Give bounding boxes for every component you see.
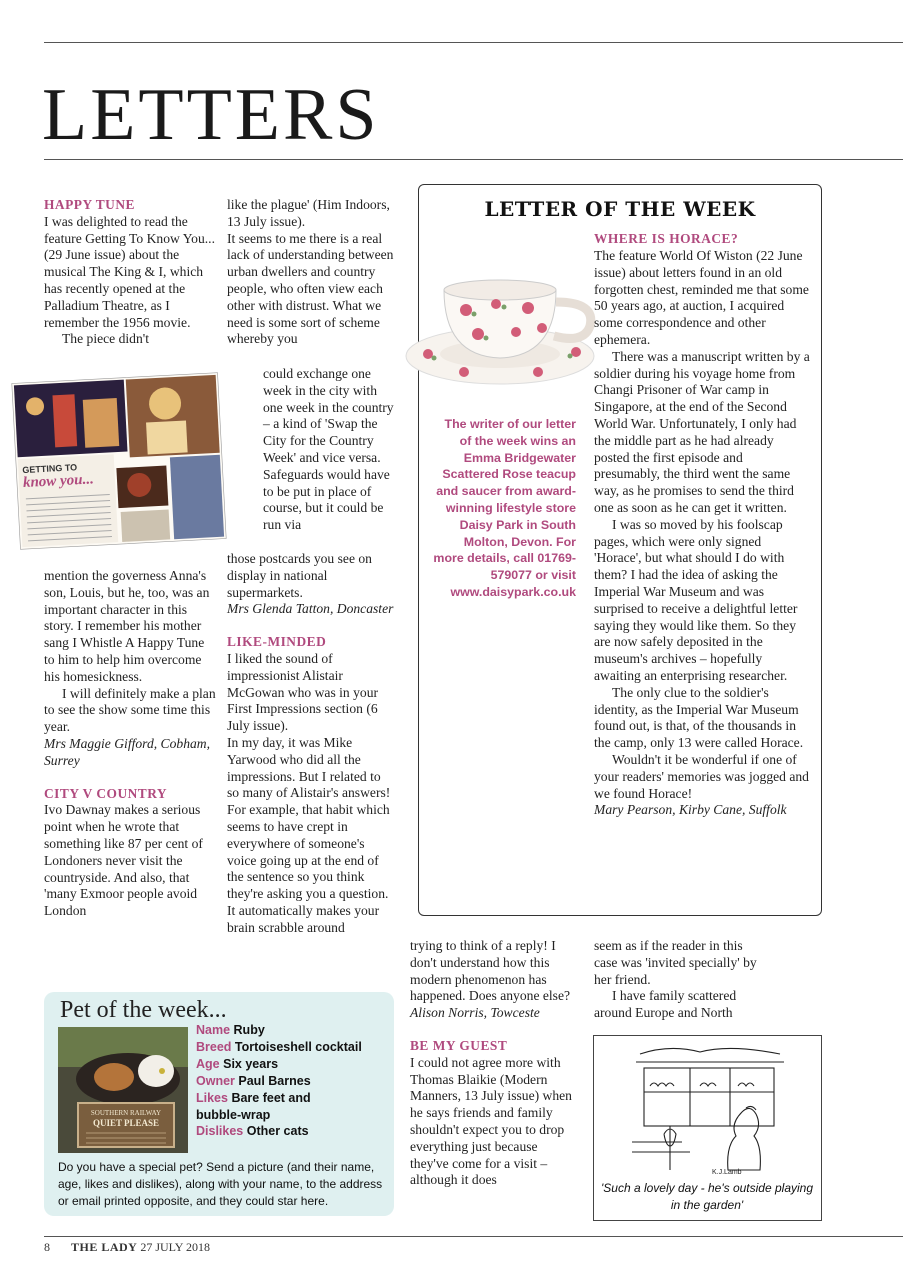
pet-field-likes: Likes Bare feet and bubble-wrap [196, 1090, 311, 1122]
issue-date: 27 JULY 2018 [140, 1240, 211, 1254]
cat-photo [58, 1027, 188, 1153]
cartoon-caption: 'Such a lovely day - he's outside playing in the garden' [600, 1181, 814, 1212]
letter-heading: LIKE-MINDED [227, 634, 327, 650]
letter-of-the-week-title: LETTER OF THE WEEK [484, 197, 756, 221]
letter-heading: WHERE IS HORACE? [594, 231, 739, 246]
letter-city-country-wrap [263, 366, 395, 534]
letter-body: Ivo Dawnay makes a serious point when he wrote that something like 87 per cent of Londoners never visit the countryside. And also, that 'many Exmoor people avoid London [44, 802, 203, 919]
letter-happy-tune [44, 197, 216, 348]
pet-details [196, 1022, 386, 1140]
letter-body: mention the governess Anna's son, Louis, but he, too, was an important character in this story. I remember his mother sang I Whistle A Happy Tune to him to help him overcome his homesickness. [44, 568, 210, 684]
letter-happy-tune-cont [44, 568, 216, 920]
thumbnail-title-line2: know you... [22, 471, 95, 492]
letter-signature: Alison Norris, Towceste [410, 1005, 540, 1021]
letter-signature: Mrs Maggie Gifford, Cobham, Surrey [44, 735, 211, 768]
letter-heading: CITY V COUNTRY [44, 785, 168, 801]
letter-signature: Mrs Glenda Tatton, Doncaster [227, 601, 394, 617]
letter-body: It seems to me there is a real lack of understanding between urban dwellers and country people, who often view each other with distrust. What we need is some sort of scheme whereby you [227, 230, 394, 347]
article-thumbnail [8, 372, 230, 550]
pet-field-age: Age Six years [196, 1056, 279, 1071]
prize-promo: The writer of our letter of the week wins an Emma Bridgewater Scattered Rose teacup and saucer from award-winning lifestyle store Daisy Park in South Molton, Devon. For more details, call 01769-579077 or visit www.daisypark.co.uk [433, 417, 576, 599]
letter-modern-phenomenon-cont [410, 938, 574, 1189]
pet-field-breed: Breed Tortoiseshell cocktail [196, 1039, 362, 1054]
letter-body: Wouldn't it be wonderful if one of your readers' memories was jogged and we found Horace! [594, 751, 809, 801]
letter-body: In my day, it was Mike Yarwood who did all the impressions. But I related to so many of Alistair's answers! For example, that habit which seems to have crept in everywhere of someone's voice going up at the end of the sentence so you think they're asking you a question. It automatically makes your brain scrabble around [227, 734, 391, 935]
publication-name: THE LADY [71, 1240, 138, 1254]
pet-submission-info: Do you have a special pet? Send a picture (and their name, age, likes and dislikes), along with your name, to the address or email printed opposite, and they could star here. [58, 1160, 383, 1208]
cartoon-signature: K.J.Lamb [712, 1169, 742, 1176]
letter-body: The piece didn't [62, 331, 149, 347]
pet-field-dislikes: Dislikes Other cats [196, 1124, 309, 1139]
letter-body: I have family scattered around Europe and North [594, 988, 737, 1021]
title-rule [44, 159, 903, 160]
letter-heading: BE MY GUEST [410, 1037, 508, 1053]
letter-where-is-horace-head [594, 231, 810, 248]
letter-body: like the plague' (Him Indoors, 13 July issue). [227, 197, 390, 229]
letter-body: I was so moved by his foolscap pages, which were only signed 'Horace', but what should I do with them? I had the idea of asking the Imperial War Museum and was surprised to receive a delightful letter saying they would like them. So they are now safely deposited in the museum's archives – hopefully awaiting an enterprising researcher. [594, 516, 798, 683]
teacup-image [404, 274, 604, 394]
pet-field-owner: Owner Paul Barnes [196, 1073, 311, 1088]
top-rule [44, 42, 903, 43]
cartoon-drawing [630, 1042, 790, 1178]
letter-body: I could not agree more with Thomas Blaikie (Modern Manners, 13 July issue) when he says friends and family shouldn't expect you to drop everything just because they've come for a visit – although it does [410, 1054, 572, 1188]
letter-be-my-guest-cont [594, 938, 766, 1022]
letter-body: trying to think of a reply! I don't understand how this modern phenomenon has happened. Does anyone else? [410, 938, 571, 1004]
letter-body: There was a manuscript written by a soldier during his voyage home from Changi Prisoner of War camp in Singapore, at the end of the Second World War. Unfortunately, I only had the middle part as he had already posted the first episode and presumably, the third went the same way, as he promises to send the third one as soon as he can get it written. [594, 348, 810, 515]
letter-body: I was delighted to read the feature Getting To Know You... (29 June issue) about the musical The King & I, which has recently opened at the Palladium Theatre, as I remember the 1956 movie. [44, 213, 215, 330]
letter-body: The feature World Of Wiston (22 June issue) about letters found in an old forgotten chest, reminded me that some 50 years ago, at auction, I acquired some correspondence and other ephemera. [594, 248, 809, 347]
letter-body: The only clue to the soldier's identity, as the Imperial War Museum found out, is that, of the thousands in the camp, only 13 were called Horace. [594, 684, 804, 751]
letter-signature: Mary Pearson, Kirby Cane, Suffolk [594, 802, 787, 818]
page-number: 8 [44, 1240, 50, 1254]
footer-rule [44, 1236, 903, 1237]
page-footer [44, 1240, 210, 1255]
pet-field-name: Name Ruby [196, 1023, 265, 1037]
letter-body: I liked the sound of impressionist Alistair McGowan who was in your First Impressions section (6 July issue). [227, 650, 379, 734]
sign-line-1: SOUTHERN RAILWAY [90, 1109, 162, 1117]
letter-where-is-horace [594, 248, 810, 819]
page-title: LETTERS [42, 74, 380, 156]
letter-body: seem as if the reader in this case was 'invited specially' by her friend. [594, 938, 757, 987]
letter-heading: HAPPY TUNE [44, 197, 135, 212]
letter-like-minded [227, 551, 395, 937]
letter-body: could exchange one week in the city with one week in the country – a kind of 'Swap the City for the Country Week' and vice versa. Safeguards would have to be put in place of course, but it could be run via [263, 366, 394, 533]
thumbnail-title-line1: GETTING TO [22, 462, 78, 476]
letter-body: those postcards you see on display in national supermarkets. [227, 551, 372, 600]
sign-line-2: QUIET PLEASE [92, 1118, 160, 1128]
pet-of-the-week-title: Pet of the week... [60, 997, 227, 1023]
letter-body: I will definitely make a plan to see the show some time this year. [44, 685, 216, 735]
letter-city-country-cont [227, 197, 395, 348]
